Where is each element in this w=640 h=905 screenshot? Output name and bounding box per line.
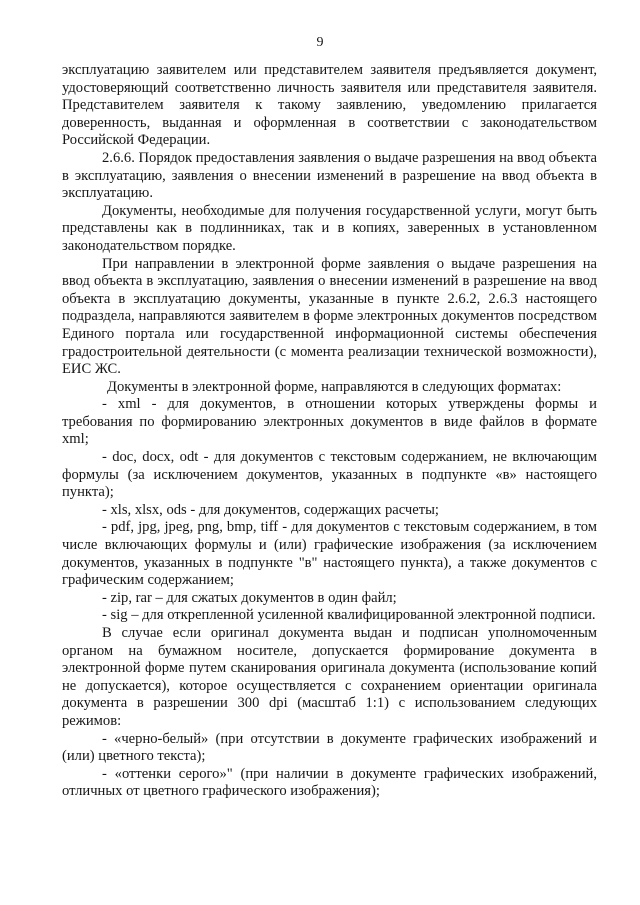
list-item: - «черно-белый» (при отсутствии в документе графических изображений и (или) цветного текста);: [62, 730, 597, 765]
list-item: - «оттенки серого»" (при наличии в документе графических изображений, отличных от цветного графического изображения);: [62, 765, 597, 800]
paragraph: 2.6.6. Порядок предоставления заявления о выдаче разрешения на ввод объекта в эксплуатацию, заявления о внесении изменений в разрешение на ввод объекта в эксплуатацию.: [62, 149, 597, 202]
page-number: 9: [316, 35, 324, 50]
paragraph: При направлении в электронной форме заявления о выдаче разрешения на ввод объекта в эксплуатацию, заявления о внесении изменений в разрешение на ввод объекта в эксплуатацию документы, указанные в пункте 2.6.2, 2.6.3 настоящего подраздела, направляются заявителем в форме электронных документов посредством Единого портала или государственной информационной системы обеспечения градостроительной деятельности (с момента реализации технической возможности), ЕИС ЖС.: [62, 255, 597, 378]
body-text: [62, 62, 597, 801]
paragraph: Документы, необходимые для получения государственной услуги, могут быть представлены как в подлинниках, так и в копиях, заверенных в установленном законодательством порядке.: [62, 202, 597, 254]
list-item: - doc, docx, odt - для документов с текстовым содержанием, не включающим формулы (за исключением документов, указанных в подпункте «в» настоящего пункта);: [62, 449, 597, 501]
paragraph: В случае если оригинал документа выдан и подписан уполномоченным органом на бумажном носителе, допускается формирование документа в электронной форме путем сканирования оригинала документа (использование копий не допускается), которое осуществляется с сохранением ориентации оригинала документа в разрешении 300 dpi (масштаб 1:1) с использованием следующих режимов:: [62, 625, 597, 729]
list-item: - pdf, jpg, jpeg, png, bmp, tiff - для документов с текстовым содержанием, в том числе включающих формулы и (или) графические изображения (за исключением документов, указанных в подпункте "в" настоящего пункта), а также документов с графическим содержанием;: [62, 519, 597, 589]
list-item: - sig – для открепленной усиленной квалифицированной электронной подписи.: [102, 607, 596, 624]
paragraph: Документы в электронной форме, направляются в следующих форматах:: [107, 378, 562, 395]
list-item: - zip, rar – для сжатых документов в один файл;: [102, 589, 397, 606]
list-item: - xls, xlsx, ods - для документов, содержащих расчеты;: [102, 501, 439, 518]
list-item: - xml - для документов, в отношении которых утверждены формы и требования по формированию электронных документов в виде файлов в формате xml;: [62, 396, 597, 448]
paragraph: эксплуатацию заявителем или представителем заявителя предъявляется документ, удостоверяющий соответственно личность заявителя или представителя заявителя. Представителем заявителя к такому заявлению, уведомлению прилагается доверенность, выданная и оформленная в соответствии с законодательством Российской Федерации.: [62, 62, 597, 149]
